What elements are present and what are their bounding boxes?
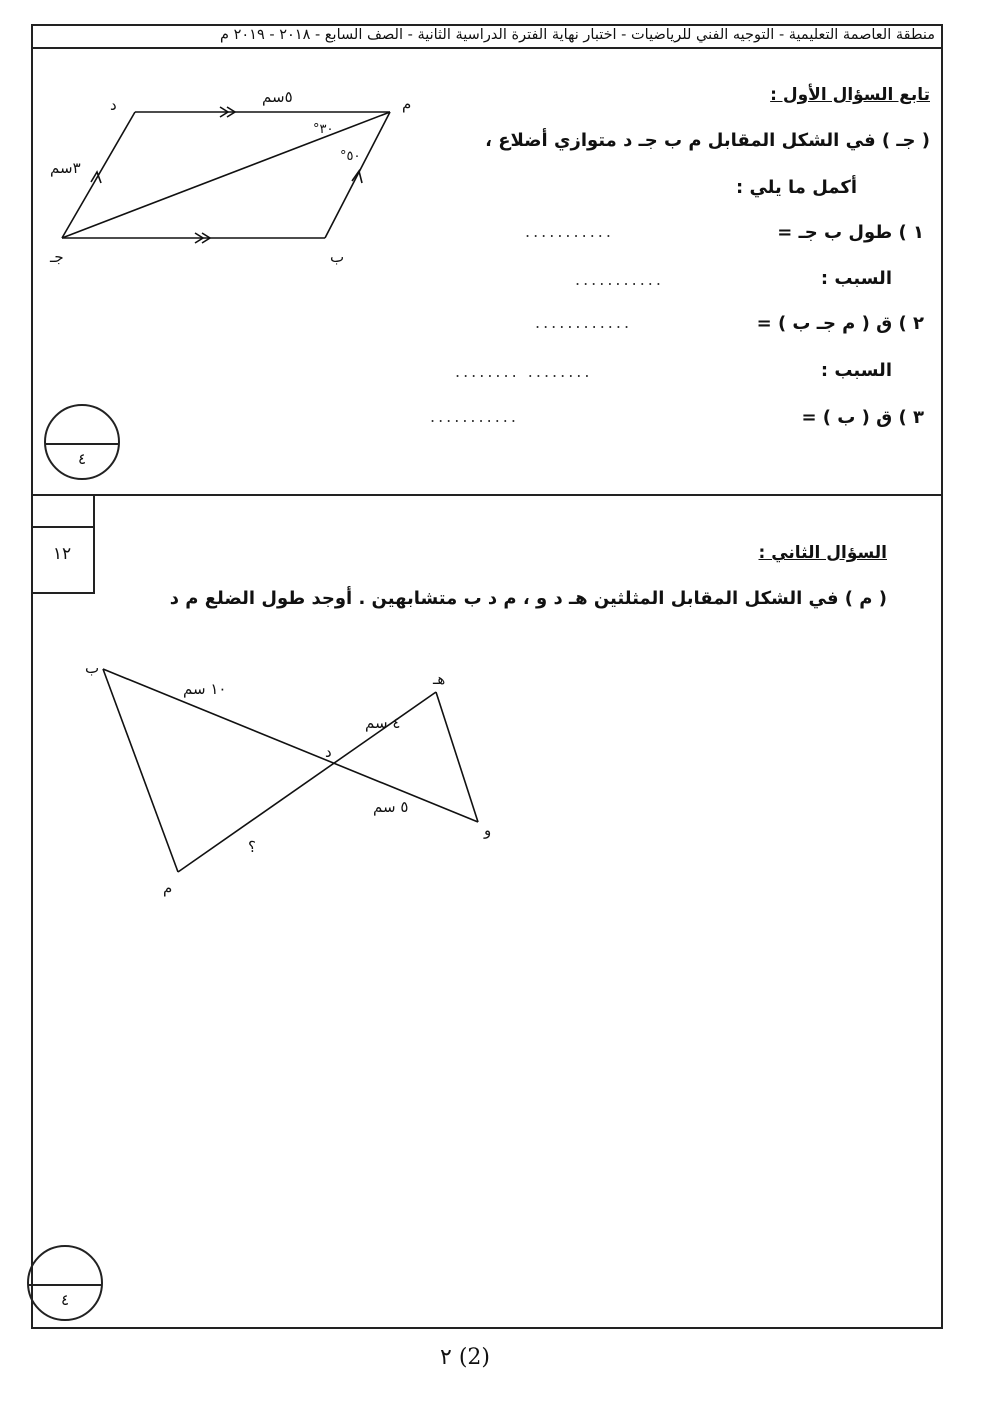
q2-part-a: ( م ) في الشكل المقابل المثلثين هـ د و ، م د ب متشابهين . أوجد طول الضلع م د xyxy=(169,588,887,609)
q1-item2: ٢ ) ق ( م جـ ب ) = xyxy=(756,313,924,334)
q2-title: السؤال الثاني : xyxy=(758,543,887,563)
q1-item2-answer-blank[interactable]: ............ xyxy=(535,313,633,332)
page-number-arabic: ٢ xyxy=(440,1345,452,1370)
vertex-m-label: م xyxy=(163,879,173,897)
total-score-value: ١٢ xyxy=(52,544,72,564)
q1-item3: ٣ ) ق ( ب ) = xyxy=(801,407,924,428)
angle-30-label: °٣٠ xyxy=(313,122,334,137)
side-hd-length: ٤ سم xyxy=(365,714,401,732)
q1-item3-answer-blank[interactable]: ........... xyxy=(430,407,519,426)
vertex-m-label: م xyxy=(402,95,412,113)
vertex-h-label: هـ xyxy=(433,670,446,688)
q1-title: تابع السؤال الأول : xyxy=(770,85,930,105)
q1-complete-instruction: أكمل ما يلي : xyxy=(736,177,857,198)
vertex-b-label: ب xyxy=(330,248,345,266)
q2-score-circle xyxy=(27,1245,103,1321)
q1-reason1-label: السبب : xyxy=(820,268,892,289)
page-number xyxy=(440,1345,490,1370)
vertex-b-label: ب xyxy=(85,659,100,677)
vertex-d-label: د xyxy=(325,743,332,761)
q1-part-c: ( جـ ) في الشكل المقابل م ب جـ د متوازي أضلاع ، xyxy=(485,130,930,151)
side-md-unknown: ؟ xyxy=(248,838,256,856)
q1-reason2-label: السبب : xyxy=(820,360,892,381)
side-bd-length: ١٠ سم xyxy=(183,680,227,698)
q1-reason2-blank[interactable]: ........ ........ xyxy=(455,362,593,381)
side-left-length: ٣سم xyxy=(50,159,81,177)
vertex-d-label: د xyxy=(110,96,117,114)
q1-item1-answer-blank[interactable]: ........... xyxy=(525,222,614,241)
q1-score-value: ٤ xyxy=(77,450,87,468)
q2-score-value: ٤ xyxy=(60,1291,70,1309)
exam-header: منطقة العاصمة التعليمية - التوجيه الفني للرياضيات - اختبار نهاية الفترة الدراسية الثانية - الصف السابع - ٢٠١٨ - ٢٠١٩ م xyxy=(220,27,935,43)
angle-50-label: °٥٠ xyxy=(340,149,361,164)
vertex-j-label: جـ xyxy=(50,248,64,266)
q1-item1: ١ ) طول ب جـ = xyxy=(777,222,924,243)
q1-reason1-blank[interactable]: ........... xyxy=(575,270,664,289)
vertex-w-label: و xyxy=(484,821,492,839)
side-dw-length: ٥ سم xyxy=(373,798,409,816)
side-top-length: ٥سم xyxy=(262,88,293,106)
page-number-latin: (2) xyxy=(458,1345,490,1370)
